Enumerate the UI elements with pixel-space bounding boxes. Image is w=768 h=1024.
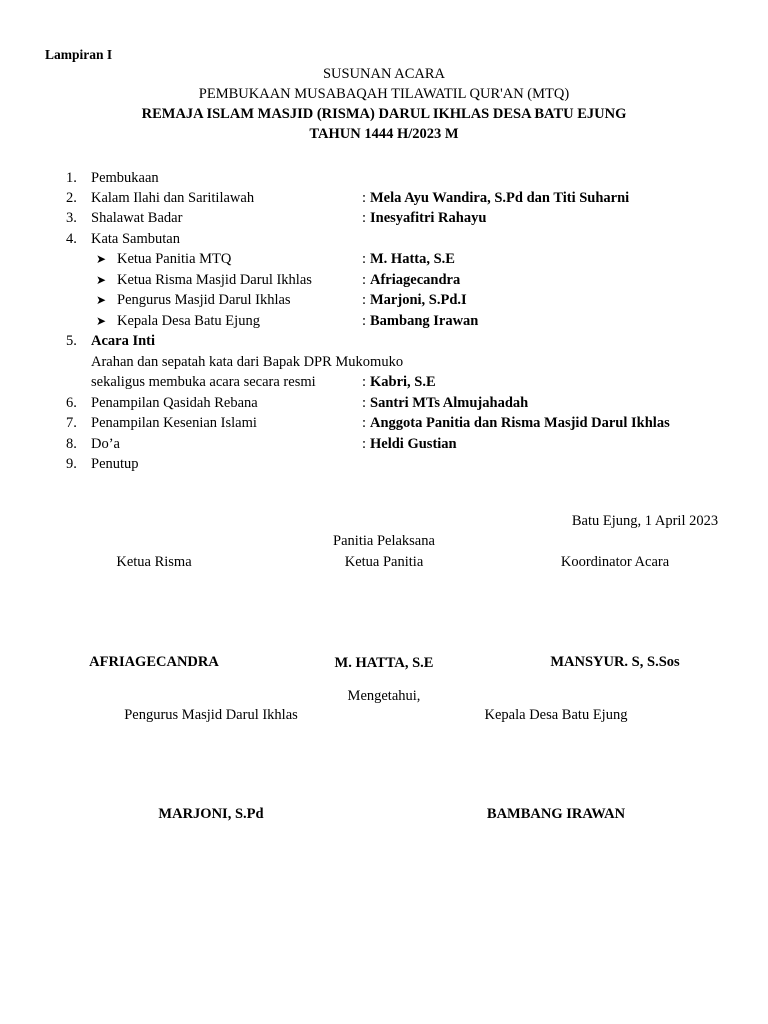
header-title-4: TAHUN 1444 H/2023 M [309, 126, 459, 142]
item-performer: Bambang Irawan [370, 313, 479, 329]
item-number: 4. [66, 231, 77, 247]
item-label: Do’a [91, 436, 120, 452]
item-colon: : [362, 292, 367, 308]
header-title-1: SUSUNAN ACARA [322, 66, 446, 82]
acknowledged-label: Mengetahui, [347, 688, 421, 704]
item-label: Pembukaan [91, 170, 159, 186]
item-colon: : [362, 436, 367, 452]
item-performer: Heldi Gustian [370, 436, 457, 452]
role-ketua-panitia: Ketua Panitia [344, 554, 424, 570]
item-description: sekaligus membuka acara secara resmi [91, 374, 316, 390]
item-performer: M. Hatta, S.E [370, 251, 455, 267]
item-label: Shalawat Badar [91, 210, 183, 226]
signer-name-pengurus: MARJONI, S.Pd [158, 806, 264, 822]
role-pengurus: Pengurus Masjid Darul Ikhlas [124, 707, 298, 723]
item-performer: Mela Ayu Wandira, S.Pd dan Titi Suharni [370, 190, 630, 206]
item-number: 2. [66, 190, 77, 206]
signer-name-panitia: M. HATTA, S.E [334, 655, 434, 671]
arrow-bullet-icon: ➤ [96, 314, 107, 328]
item-colon: : [362, 251, 367, 267]
item-colon: : [362, 272, 367, 288]
item-performer: Marjoni, S.Pd.I [370, 292, 467, 308]
item-performer: Anggota Panitia dan Risma Masjid Darul Ikhlas [370, 415, 670, 431]
item-description: Arahan dan sepatah kata dari Bapak DPR Mukomuko [91, 354, 404, 370]
header-title-3: REMAJA ISLAM MASJID (RISMA) DARUL IKHLAS DESA BATU EJUNG [141, 106, 627, 122]
role-kepala-desa: Kepala Desa Batu Ejung [484, 707, 628, 723]
item-number: 7. [66, 415, 77, 431]
document-header [0, 64, 768, 144]
item-label: Penampilan Qasidah Rebana [91, 395, 258, 411]
item-number: 9. [66, 456, 77, 472]
item-label: Kalam Ilahi dan Saritilawah [91, 190, 255, 206]
arrow-bullet-icon: ➤ [96, 252, 107, 266]
subitem-label: Ketua Risma Masjid Darul Ikhlas [117, 272, 312, 288]
subitem-label: Ketua Panitia MTQ [117, 251, 232, 267]
header-title-2: PEMBUKAAN MUSABAQAH TILAWATIL QUR'AN (MTQ) [198, 86, 570, 102]
item-performer: Afriagecandra [370, 272, 461, 288]
role-koordinator: Koordinator Acara [560, 554, 670, 570]
item-colon: : [362, 313, 367, 329]
item-colon: : [362, 210, 367, 226]
item-performer: Inesyafitri Rahayu [370, 210, 487, 226]
item-performer: Santri MTs Almujahadah [370, 395, 529, 411]
item-performer: Kabri, S.E [370, 374, 436, 390]
signer-name-kepala-desa: BAMBANG IRAWAN [486, 806, 626, 822]
committee-label: Panitia Pelaksana [333, 533, 435, 549]
subitem-label: Kepala Desa Batu Ejung [117, 313, 260, 329]
item-number: 8. [66, 436, 77, 452]
item-number: 1. [66, 170, 77, 186]
arrow-bullet-icon: ➤ [96, 293, 107, 307]
arrow-bullet-icon: ➤ [96, 273, 107, 287]
item-number: 5. [66, 333, 77, 349]
attachment-label: Lampiran I [45, 47, 113, 62]
role-ketua-risma: Ketua Risma [116, 554, 192, 570]
item-number: 3. [66, 210, 77, 226]
item-label: Kata Sambutan [91, 231, 180, 247]
signer-name-koordinator: MANSYUR. S, S.Sos [550, 654, 680, 670]
subitem-label: Pengurus Masjid Darul Ikhlas [117, 292, 291, 308]
item-number: 6. [66, 395, 77, 411]
item-colon: : [362, 395, 367, 411]
item-colon: : [362, 415, 367, 431]
item-label: Penampilan Kesenian Islami [91, 415, 257, 431]
item-label: Penutup [91, 456, 139, 472]
item-colon: : [362, 374, 367, 390]
item-colon: : [362, 190, 367, 206]
signer-name-risma: AFRIAGECANDRA [89, 654, 219, 670]
item-label: Acara Inti [91, 333, 156, 349]
place-date: Batu Ejung, 1 April 2023 [571, 513, 719, 529]
